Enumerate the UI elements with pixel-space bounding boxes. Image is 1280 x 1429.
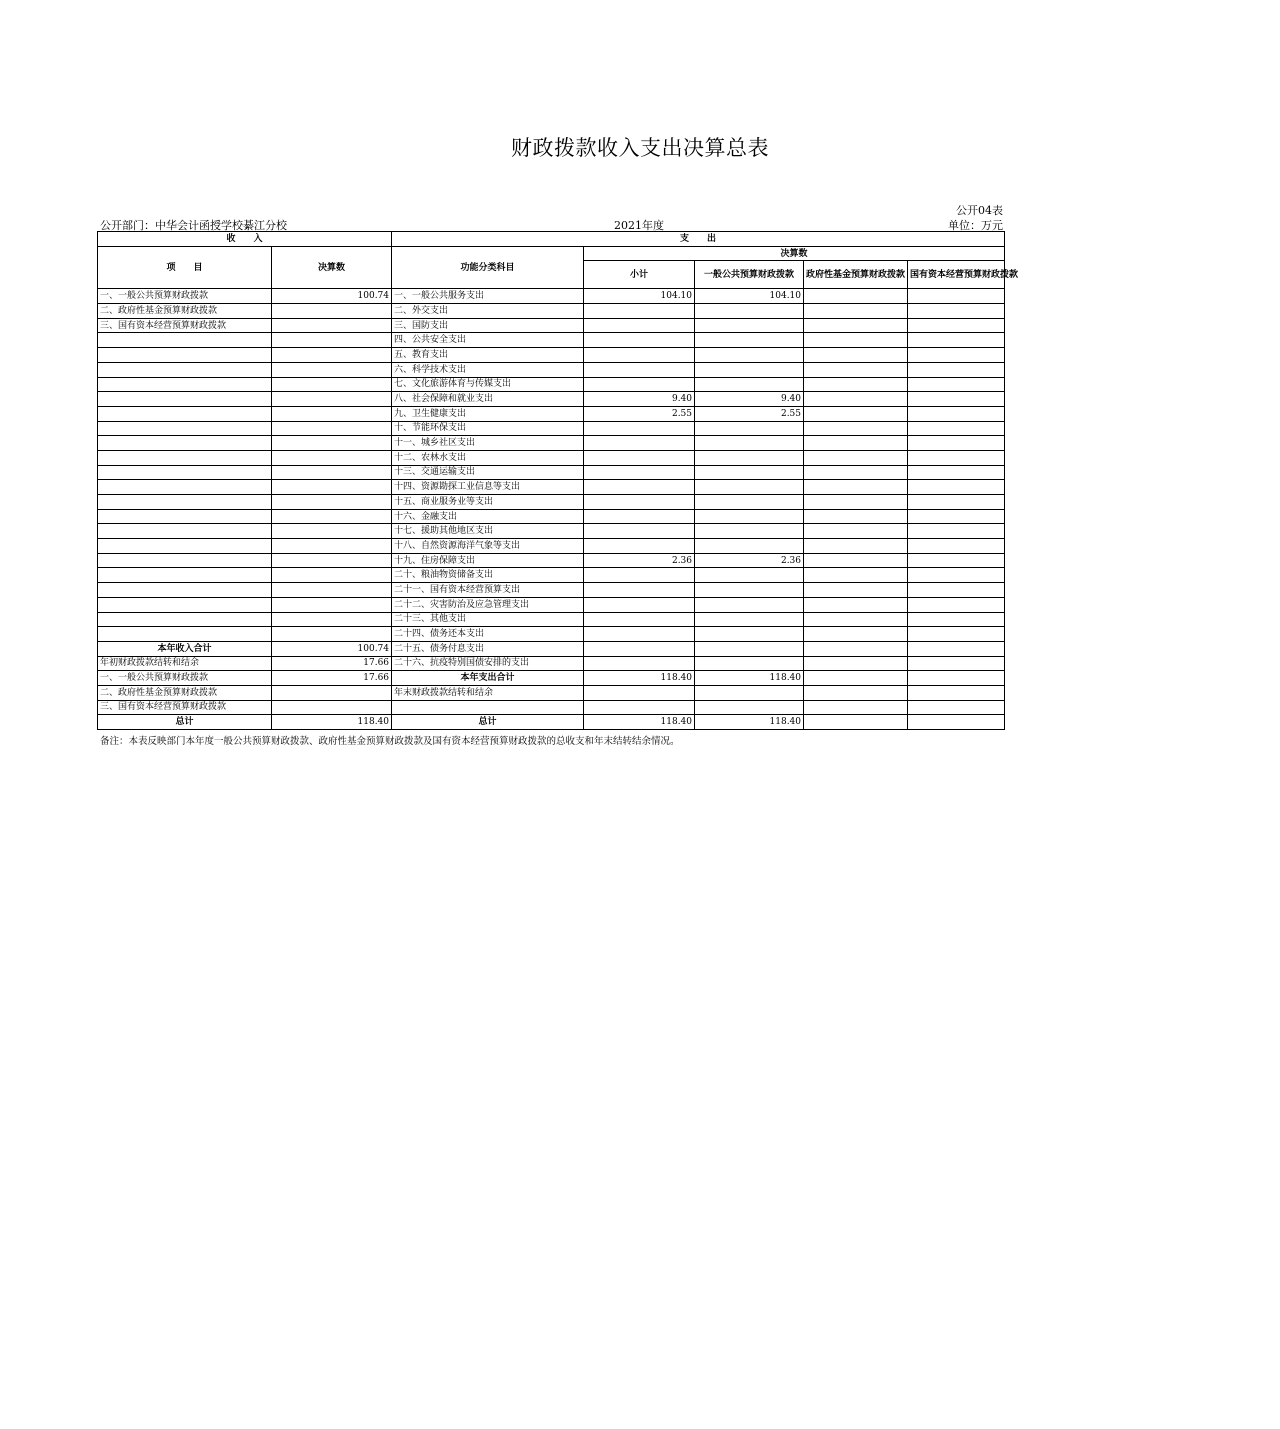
income-amount-cell	[272, 597, 392, 612]
income-amount-cell	[272, 524, 392, 539]
state-capital-budget-cell	[908, 597, 1005, 612]
subtotal-header: 小计	[584, 261, 695, 289]
income-item-cell	[98, 480, 272, 495]
income-amount-cell	[272, 318, 392, 333]
table-row	[98, 715, 1005, 730]
state-capital-header: 国有资本经营预算财政拨款	[908, 261, 1005, 289]
income-item-cell	[98, 612, 272, 627]
general-budget-cell	[695, 700, 804, 715]
fund-budget-cell	[804, 480, 908, 495]
table-row	[98, 568, 1005, 583]
subtotal-cell	[584, 509, 695, 524]
income-item-cell	[98, 597, 272, 612]
subtotal-cell: 9.40	[584, 392, 695, 407]
table-row	[98, 333, 1005, 348]
table-row	[98, 627, 1005, 642]
general-budget-cell: 2.36	[695, 553, 804, 568]
income-amount-cell: 100.74	[272, 641, 392, 656]
subtotal-cell	[584, 612, 695, 627]
income-amount-cell	[272, 685, 392, 700]
general-budget-cell	[695, 524, 804, 539]
income-amount-cell	[272, 568, 392, 583]
state-capital-budget-cell	[908, 377, 1005, 392]
subtotal-cell	[584, 436, 695, 451]
general-budget-cell	[695, 597, 804, 612]
fund-budget-cell	[804, 289, 908, 304]
income-item-cell	[98, 495, 272, 510]
income-item-cell	[98, 377, 272, 392]
expense-item-cell: 十四、资源勘探工业信息等支出	[392, 480, 584, 495]
table-row	[98, 509, 1005, 524]
fund-budget-cell	[804, 509, 908, 524]
state-capital-budget-cell	[908, 627, 1005, 642]
general-budget-cell	[695, 421, 804, 436]
state-capital-budget-cell	[908, 685, 1005, 700]
fund-budget-cell	[804, 392, 908, 407]
income-amount-cell	[272, 553, 392, 568]
subtotal-cell	[584, 685, 695, 700]
income-item-cell	[98, 348, 272, 363]
income-item-cell	[98, 333, 272, 348]
expense-item-cell: 十七、援助其他地区支出	[392, 524, 584, 539]
income-item-cell	[98, 583, 272, 598]
state-capital-budget-cell	[908, 671, 1005, 686]
fund-budget-cell	[804, 641, 908, 656]
expense-item-cell: 十五、商业服务业等支出	[392, 495, 584, 510]
table-row	[98, 289, 1005, 304]
table-row	[98, 539, 1005, 554]
income-item-cell	[98, 553, 272, 568]
general-budget-cell	[695, 583, 804, 598]
income-amount-cell	[272, 495, 392, 510]
fund-budget-cell	[804, 612, 908, 627]
state-capital-budget-cell	[908, 524, 1005, 539]
income-item-cell	[98, 362, 272, 377]
state-capital-budget-cell	[908, 318, 1005, 333]
general-budget-cell	[695, 656, 804, 671]
expense-item-cell: 二十三、其他支出	[392, 612, 584, 627]
income-amount-cell	[272, 392, 392, 407]
subtotal-cell	[584, 641, 695, 656]
page-title: 财政拨款收入支出决算总表	[511, 136, 769, 160]
general-budget-cell	[695, 539, 804, 554]
state-capital-budget-cell	[908, 480, 1005, 495]
expense-item-cell: 二十六、抗疫特别国债安排的支出	[392, 656, 584, 671]
state-capital-budget-cell	[908, 509, 1005, 524]
income-amount-cell	[272, 406, 392, 421]
table-row	[98, 406, 1005, 421]
state-capital-budget-cell	[908, 348, 1005, 363]
income-header: 收 入	[98, 232, 392, 247]
subtotal-cell	[584, 627, 695, 642]
income-amount-cell	[272, 700, 392, 715]
table-row	[98, 436, 1005, 451]
subtotal-cell	[584, 304, 695, 319]
income-item-cell: 总计	[98, 715, 272, 730]
subtotal-cell: 118.40	[584, 715, 695, 730]
state-capital-budget-cell	[908, 568, 1005, 583]
income-item-cell	[98, 392, 272, 407]
expense-item-cell: 二十四、债务还本支出	[392, 627, 584, 642]
state-capital-budget-cell	[908, 436, 1005, 451]
income-item-cell	[98, 436, 272, 451]
general-budget-cell: 2.55	[695, 406, 804, 421]
table-row	[98, 348, 1005, 363]
subtotal-cell: 2.55	[584, 406, 695, 421]
income-item-cell: 一、一般公共预算财政拨款	[98, 289, 272, 304]
subtotal-cell	[584, 700, 695, 715]
expense-item-cell: 二十二、灾害防治及应急管理支出	[392, 597, 584, 612]
income-amount-cell	[272, 583, 392, 598]
state-capital-budget-cell	[908, 289, 1005, 304]
table-row	[98, 685, 1005, 700]
expense-item-cell: 八、社会保障和就业支出	[392, 392, 584, 407]
table-row	[98, 671, 1005, 686]
expense-item-cell: 九、卫生健康支出	[392, 406, 584, 421]
subtotal-cell	[584, 333, 695, 348]
income-amount-cell: 100.74	[272, 289, 392, 304]
state-capital-budget-cell	[908, 392, 1005, 407]
income-amount-cell	[272, 509, 392, 524]
general-budget-cell	[695, 436, 804, 451]
department-label: 公开部门：中华会计函授学校綦江分校	[100, 219, 287, 232]
fund-budget-cell	[804, 553, 908, 568]
general-budget-cell	[695, 612, 804, 627]
table-row	[98, 304, 1005, 319]
fund-budget-cell	[804, 421, 908, 436]
expense-item-cell: 三、国防支出	[392, 318, 584, 333]
income-item-cell: 二、政府性基金预算财政拨款	[98, 304, 272, 319]
table-row	[98, 480, 1005, 495]
item-header: 项 目	[98, 246, 272, 289]
state-capital-budget-cell	[908, 495, 1005, 510]
income-amount-cell	[272, 539, 392, 554]
table-row	[98, 392, 1005, 407]
fund-budget-cell	[804, 436, 908, 451]
general-budget-header: 一般公共预算财政拨款	[695, 261, 804, 289]
fund-budget-cell	[804, 450, 908, 465]
general-budget-cell: 118.40	[695, 671, 804, 686]
fund-budget-cell	[804, 333, 908, 348]
state-capital-budget-cell	[908, 421, 1005, 436]
table-row	[98, 700, 1005, 715]
expense-item-cell: 年末财政拨款结转和结余	[392, 685, 584, 700]
income-amount-cell: 17.66	[272, 671, 392, 686]
table-row	[98, 495, 1005, 510]
general-budget-cell: 9.40	[695, 392, 804, 407]
subtotal-cell	[584, 495, 695, 510]
fund-budget-cell	[804, 700, 908, 715]
general-budget-cell	[695, 568, 804, 583]
fund-budget-cell	[804, 583, 908, 598]
expense-item-cell: 十一、城乡社区支出	[392, 436, 584, 451]
expense-item-cell: 一、一般公共服务支出	[392, 289, 584, 304]
expense-item-cell: 十三、交通运输支出	[392, 465, 584, 480]
income-item-cell: 一、一般公共预算财政拨款	[98, 671, 272, 686]
state-capital-budget-cell	[908, 465, 1005, 480]
table-row	[98, 377, 1005, 392]
form-number: 公开04表	[956, 204, 1003, 217]
income-item-cell	[98, 509, 272, 524]
general-budget-cell	[695, 362, 804, 377]
income-amount-cell	[272, 304, 392, 319]
state-capital-budget-cell	[908, 715, 1005, 730]
fund-budget-cell	[804, 362, 908, 377]
income-item-cell	[98, 465, 272, 480]
budget-table	[97, 231, 1019, 730]
income-item-cell	[98, 406, 272, 421]
income-item-cell: 二、政府性基金预算财政拨款	[98, 685, 272, 700]
subtotal-cell: 118.40	[584, 671, 695, 686]
income-item-cell	[98, 627, 272, 642]
expense-item-cell: 十六、金融支出	[392, 509, 584, 524]
state-capital-budget-cell	[908, 612, 1005, 627]
income-amount-cell: 118.40	[272, 715, 392, 730]
expense-item-cell	[392, 700, 584, 715]
general-budget-cell: 118.40	[695, 715, 804, 730]
subtotal-cell	[584, 377, 695, 392]
table-row	[98, 318, 1005, 333]
fund-budget-cell	[804, 318, 908, 333]
subtotal-cell	[584, 524, 695, 539]
income-item-cell	[98, 450, 272, 465]
table-row	[98, 465, 1005, 480]
fund-budget-cell	[804, 715, 908, 730]
state-capital-budget-cell	[908, 304, 1005, 319]
expense-item-cell: 十、节能环保支出	[392, 421, 584, 436]
expense-item-cell: 二十五、债务付息支出	[392, 641, 584, 656]
fund-budget-cell	[804, 685, 908, 700]
income-amount-cell	[272, 450, 392, 465]
table-row	[98, 641, 1005, 656]
fund-budget-header: 政府性基金预算财政拨款	[804, 261, 908, 289]
general-budget-cell	[695, 509, 804, 524]
income-amount-cell	[272, 362, 392, 377]
general-budget-cell	[695, 348, 804, 363]
subtotal-cell	[584, 539, 695, 554]
table-row	[98, 612, 1005, 627]
expense-item-cell: 四、公共安全支出	[392, 333, 584, 348]
state-capital-budget-cell	[908, 700, 1005, 715]
fund-budget-cell	[804, 495, 908, 510]
income-amount-cell	[272, 333, 392, 348]
income-amount-cell	[272, 377, 392, 392]
state-capital-budget-cell	[908, 553, 1005, 568]
general-budget-cell	[695, 304, 804, 319]
subtotal-cell	[584, 465, 695, 480]
subtotal-cell	[584, 421, 695, 436]
expense-item-cell: 五、教育支出	[392, 348, 584, 363]
fund-budget-cell	[804, 377, 908, 392]
income-amount-cell	[272, 480, 392, 495]
general-budget-cell	[695, 377, 804, 392]
fund-budget-cell	[804, 304, 908, 319]
fund-budget-cell	[804, 348, 908, 363]
state-capital-budget-cell	[908, 450, 1005, 465]
amount-header: 决算数	[272, 246, 392, 289]
table-row	[98, 450, 1005, 465]
expense-item-cell: 二十一、国有资本经营预算支出	[392, 583, 584, 598]
income-item-cell	[98, 539, 272, 554]
func-class-header: 功能分类科目	[392, 246, 584, 289]
table-row	[98, 553, 1005, 568]
general-budget-cell	[695, 465, 804, 480]
expense-item-cell: 六、科学技术支出	[392, 362, 584, 377]
subtotal-cell: 2.36	[584, 553, 695, 568]
expense-item-cell: 本年支出合计	[392, 671, 584, 686]
fiscal-year: 2021年度	[614, 219, 664, 232]
table-row	[98, 524, 1005, 539]
budget-group-header: 决算数	[584, 246, 1005, 261]
state-capital-budget-cell	[908, 641, 1005, 656]
subtotal-cell	[584, 318, 695, 333]
subtotal-cell	[584, 362, 695, 377]
expense-item-cell: 二十、粮油物资储备支出	[392, 568, 584, 583]
income-item-cell	[98, 524, 272, 539]
table-row	[98, 597, 1005, 612]
income-amount-cell	[272, 421, 392, 436]
general-budget-cell	[695, 627, 804, 642]
income-amount-cell	[272, 627, 392, 642]
general-budget-cell	[695, 685, 804, 700]
table-row	[98, 656, 1005, 671]
income-amount-cell	[272, 436, 392, 451]
fund-budget-cell	[804, 568, 908, 583]
table-row	[98, 421, 1005, 436]
income-amount-cell	[272, 612, 392, 627]
fund-budget-cell	[804, 465, 908, 480]
general-budget-cell	[695, 495, 804, 510]
state-capital-budget-cell	[908, 333, 1005, 348]
subtotal-cell	[584, 348, 695, 363]
unit-label: 单位：万元	[948, 219, 1003, 232]
state-capital-budget-cell	[908, 406, 1005, 421]
fund-budget-cell	[804, 539, 908, 554]
general-budget-cell	[695, 641, 804, 656]
expense-item-cell: 十二、农林水支出	[392, 450, 584, 465]
subtotal-cell	[584, 597, 695, 612]
expense-item-cell: 十九、住房保障支出	[392, 553, 584, 568]
expense-item-cell: 十八、自然资源海洋气象等支出	[392, 539, 584, 554]
subtotal-cell	[584, 450, 695, 465]
general-budget-cell	[695, 333, 804, 348]
income-item-cell	[98, 421, 272, 436]
subtotal-cell	[584, 568, 695, 583]
state-capital-budget-cell	[908, 656, 1005, 671]
income-item-cell: 年初财政拨款结转和结余	[98, 656, 272, 671]
fund-budget-cell	[804, 597, 908, 612]
income-amount-cell	[272, 348, 392, 363]
income-item-cell: 本年收入合计	[98, 641, 272, 656]
income-amount-cell: 17.66	[272, 656, 392, 671]
income-item-cell: 三、国有资本经营预算财政拨款	[98, 318, 272, 333]
general-budget-cell: 104.10	[695, 289, 804, 304]
general-budget-cell	[695, 450, 804, 465]
expense-item-cell: 二、外交支出	[392, 304, 584, 319]
fund-budget-cell	[804, 406, 908, 421]
state-capital-budget-cell	[908, 539, 1005, 554]
expense-item-cell: 总计	[392, 715, 584, 730]
subtotal-cell: 104.10	[584, 289, 695, 304]
expense-item-cell: 七、文化旅游体育与传媒支出	[392, 377, 584, 392]
table-row	[98, 583, 1005, 598]
income-item-cell: 三、国有资本经营预算财政拨款	[98, 700, 272, 715]
income-amount-cell	[272, 465, 392, 480]
fund-budget-cell	[804, 627, 908, 642]
income-item-cell	[98, 568, 272, 583]
table-row	[98, 362, 1005, 377]
state-capital-budget-cell	[908, 362, 1005, 377]
general-budget-cell	[695, 318, 804, 333]
subtotal-cell	[584, 656, 695, 671]
subtotal-cell	[584, 583, 695, 598]
subtotal-cell	[584, 480, 695, 495]
expense-header: 支 出	[392, 232, 1005, 247]
footnote: 备注：本表反映部门本年度一般公共预算财政拨款、政府性基金预算财政拨款及国有资本经营预算财政拨款的总收支和年末结转结余情况。	[100, 736, 680, 747]
fund-budget-cell	[804, 671, 908, 686]
state-capital-budget-cell	[908, 583, 1005, 598]
fund-budget-cell	[804, 524, 908, 539]
general-budget-cell	[695, 480, 804, 495]
fund-budget-cell	[804, 656, 908, 671]
